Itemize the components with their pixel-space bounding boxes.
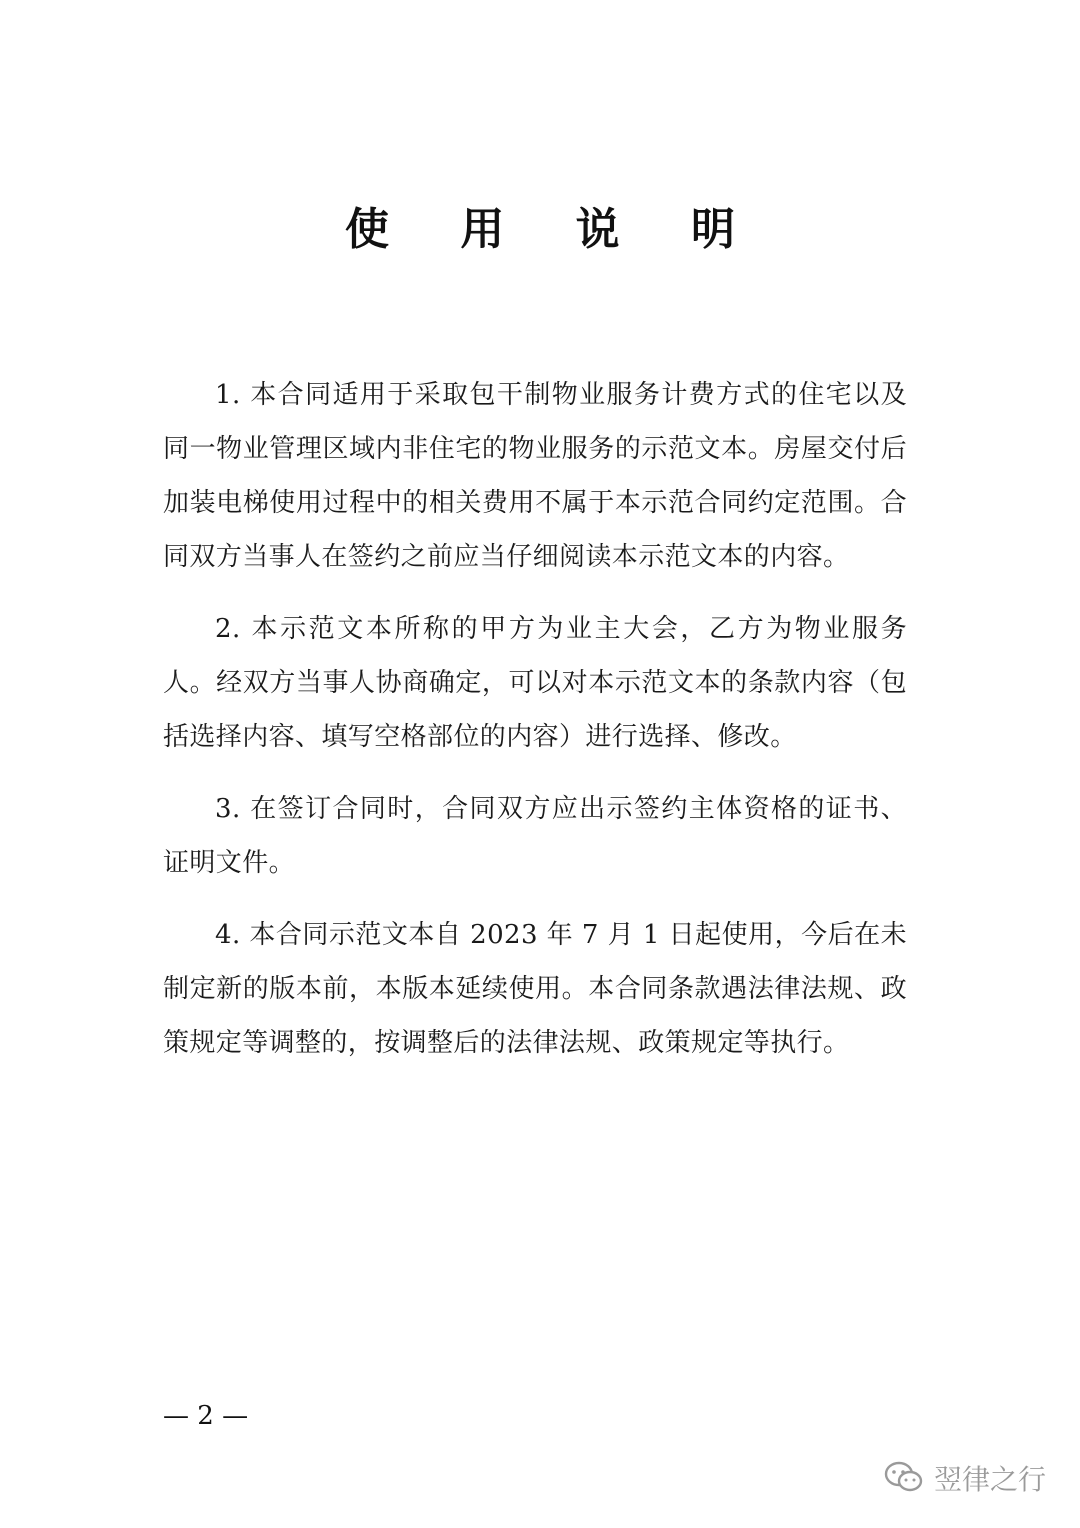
paragraph-2: 2. 本示范文本所称的甲方为业主大会，乙方为物业服务人。经双方当事人协商确定，可以对本示范文本的条款内容（包括选择内容、填写空格部位的内容）进行选择、修改。 <box>163 614 907 752</box>
paragraph-1: 1. 本合同适用于采取包干制物业服务计费方式的住宅以及同一物业管理区域内非住宅的物业服务的示范文本。房屋交付后加装电梯使用过程中的相关费用不属于本示范合同约定范围。合同双方当事人在签约之前应当仔细阅读本示范文本的内容。 <box>163 380 907 572</box>
page-title: 使 用 说 明 <box>345 204 763 255</box>
paragraph-4: 4. 本合同示范文本自 2023 年 7 月 1 日起使用，今后在未制定新的版本前，本版本延续使用。本合同条款遇法律法规、政策规定等调整的，按调整后的法律法规、政策规定等执行。 <box>163 920 907 1058</box>
paragraph-3: 3. 在签订合同时，合同双方应出示签约主体资格的证书、证明文件。 <box>163 794 907 878</box>
page-number: — 2 — <box>163 1401 249 1431</box>
instructions-body <box>163 368 907 1088</box>
watermark-text: 翌律之行 <box>933 1463 1046 1496</box>
wechat-channel-icon <box>884 1461 924 1495</box>
watermark <box>884 1458 1046 1498</box>
